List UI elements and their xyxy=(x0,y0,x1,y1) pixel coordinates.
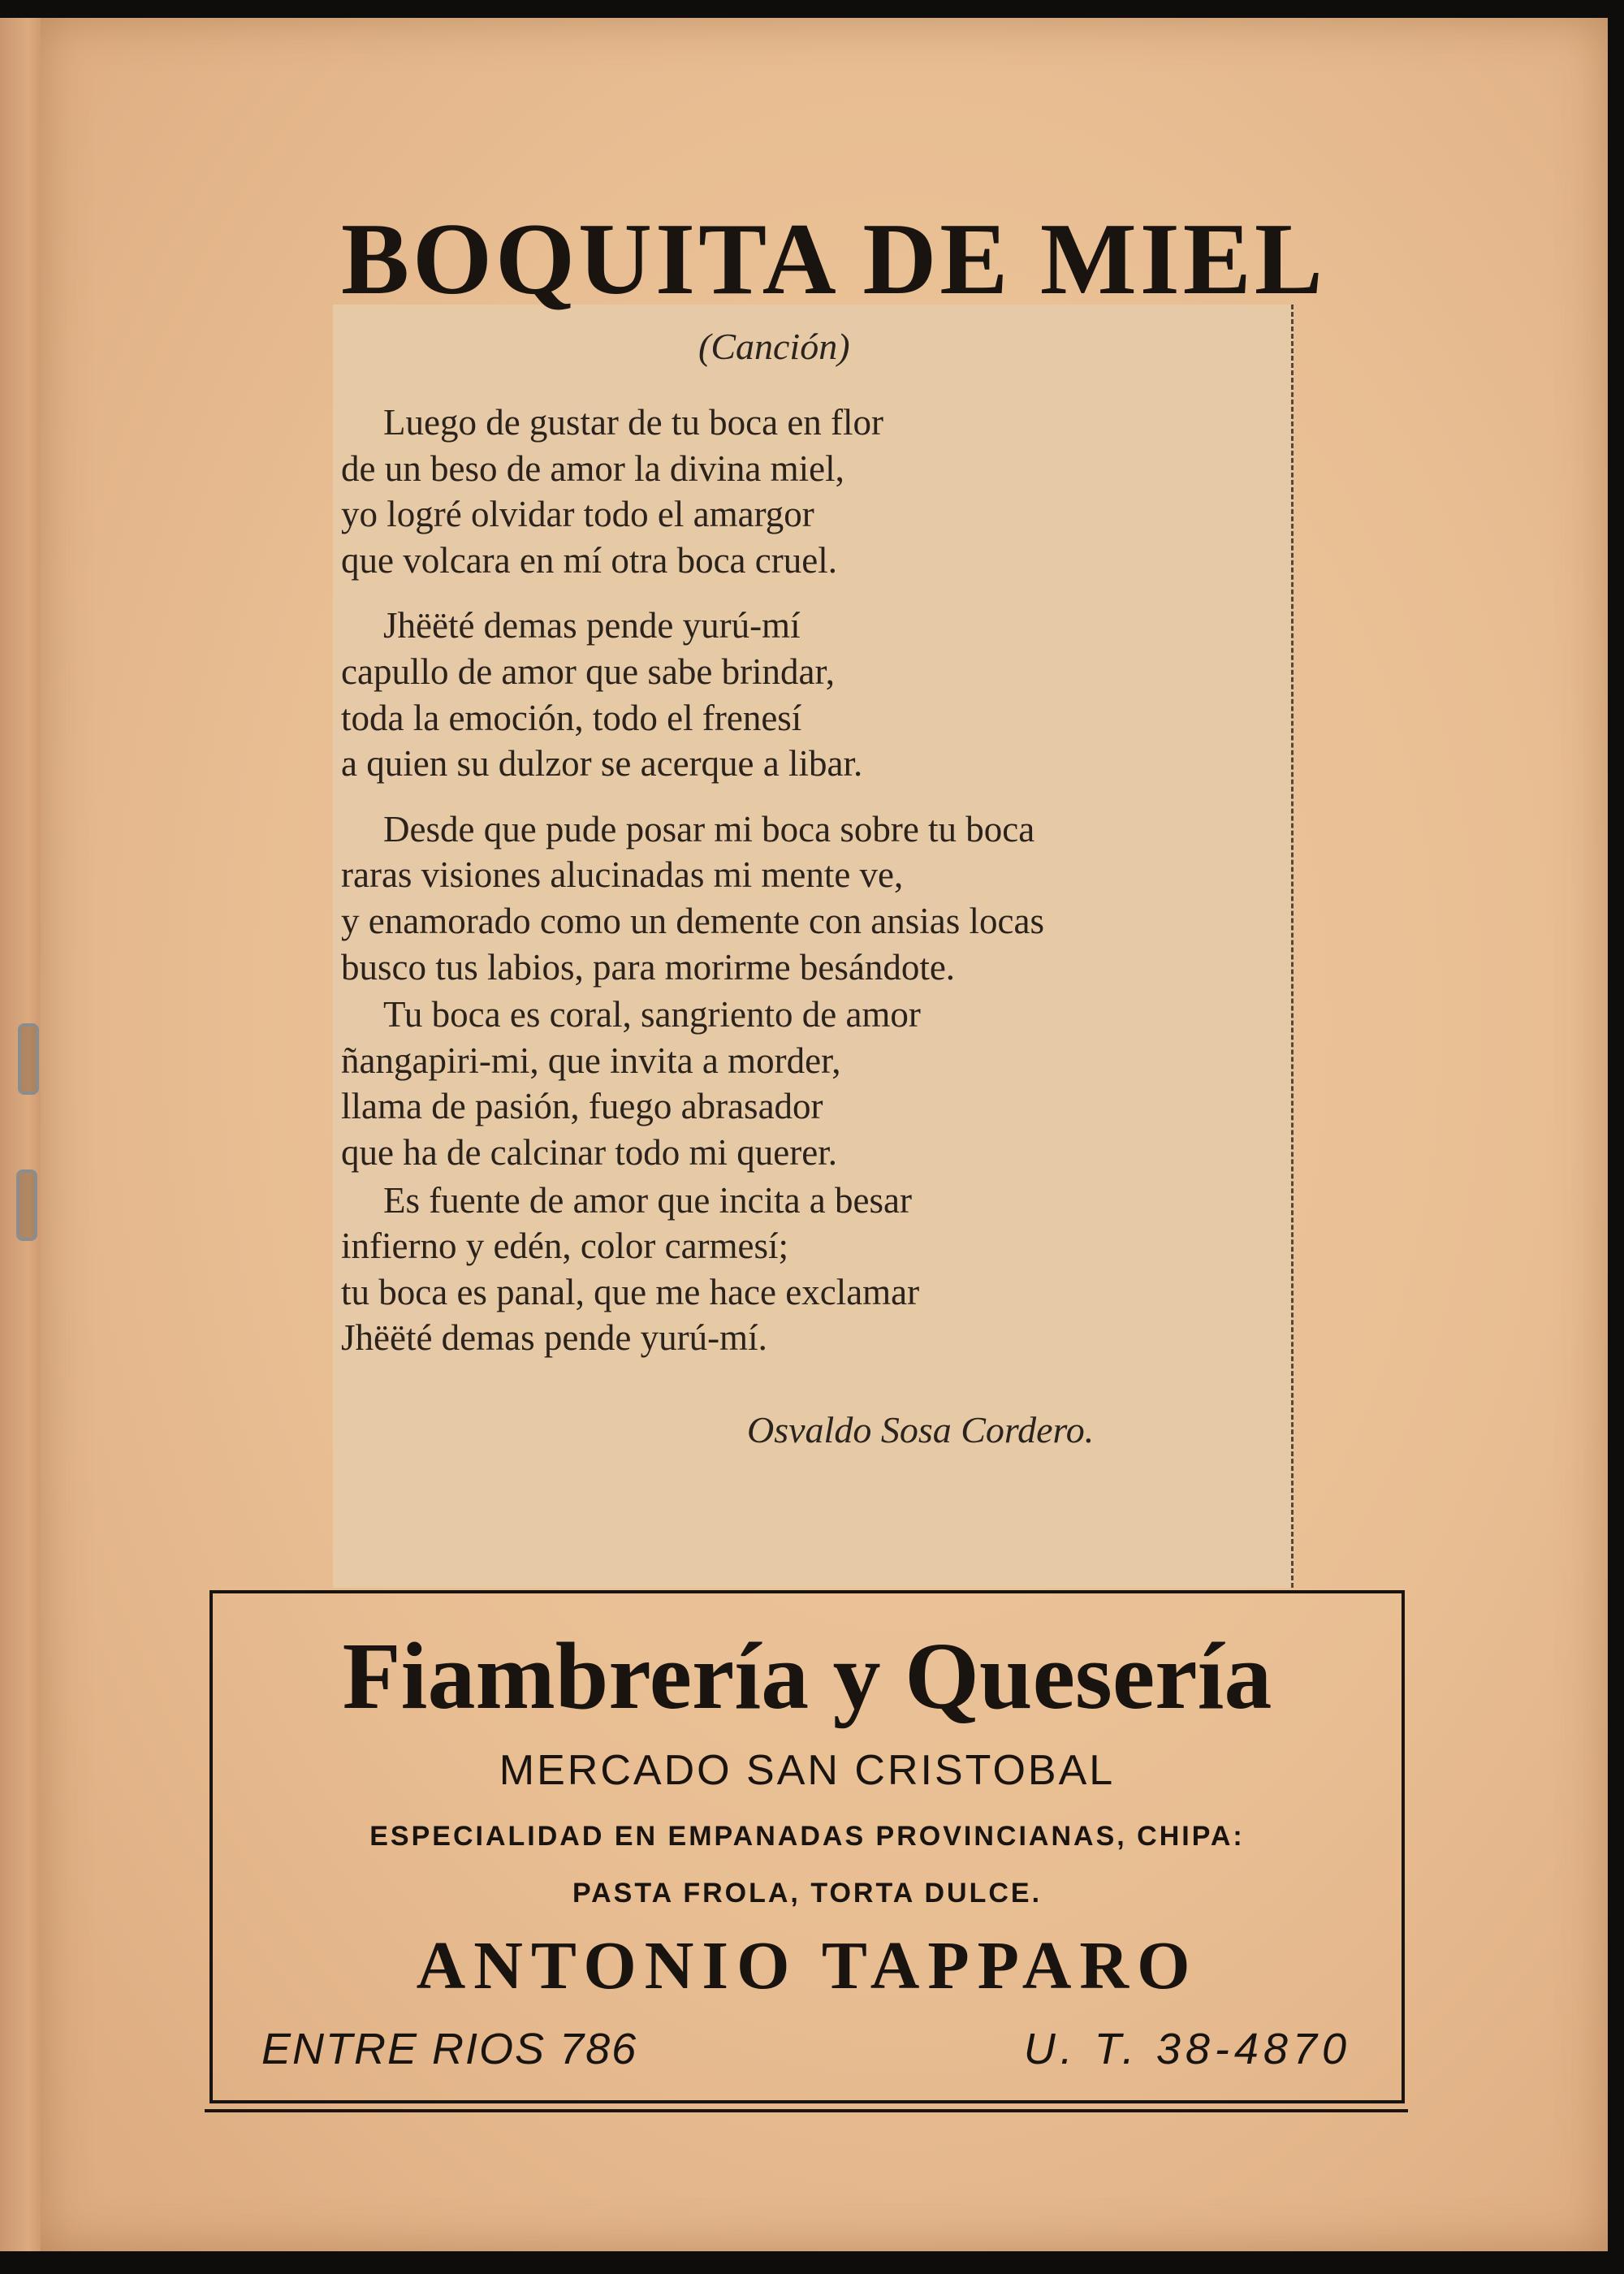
ad-bottom-rule xyxy=(205,2109,1408,2112)
ad-specialty-line: ESPECIALIDAD EN EMPANADAS PROVINCIANAS, CHIPA: xyxy=(369,1821,1245,1852)
poem-line: que ha de calcinar todo mi querer. xyxy=(341,1131,837,1173)
poem-line: capullo de amor que sabe brindar, xyxy=(341,651,835,692)
poem-line: infierno y edén, color carmesí; xyxy=(341,1226,789,1267)
poem-line: yo logré olvidar todo el amargor xyxy=(341,494,814,535)
poem-line: Luego de gustar de tu boca en flor xyxy=(383,402,884,443)
poem-title: BOQUITA DE MIEL xyxy=(341,203,1326,316)
poem-line: Es fuente de amor que incita a besar xyxy=(383,1179,912,1221)
poem-line: Tu boca es coral, sangriento de amor xyxy=(383,994,921,1035)
page-spine xyxy=(0,18,41,2251)
ad-owner-name: ANTONIO TAPPARO xyxy=(416,1928,1199,2004)
poem-author: Osvaldo Sosa Cordero. xyxy=(747,1409,1095,1450)
staple-bottom xyxy=(16,1169,37,1241)
ad-market: MERCADO SAN CRISTOBAL xyxy=(499,1747,1116,1794)
stanza xyxy=(341,1178,1283,1361)
poem-body xyxy=(341,400,1283,1381)
ad-business-name: Fiambrería y Quesería xyxy=(342,1623,1272,1729)
poem-line: ñangapiri-mi, que invita a morder, xyxy=(341,1040,841,1081)
poem-line: a quien su dulzor se acerque a libar. xyxy=(341,743,863,785)
staple-top xyxy=(18,1023,39,1095)
ad-specialty-line: PASTA FROLA, TORTA DULCE. xyxy=(572,1878,1043,1909)
poem-line: llama de pasión, fuego abrasador xyxy=(341,1086,823,1127)
poem-line: y enamorado como un demente con ansias locas xyxy=(341,900,1044,941)
ad-phone: U. T. 38-4870 xyxy=(1023,2025,1351,2073)
poem-line: busco tus labios, para morirme besándote. xyxy=(341,946,956,988)
poem-line: que volcara en mí otra boca cruel. xyxy=(341,539,837,581)
poem-line: Jhëëté demas pende yurú-mí xyxy=(383,605,801,646)
poem-line: de un beso de amor la divina miel, xyxy=(341,447,844,489)
stanza xyxy=(341,806,1283,990)
poem-line: Jhëëté demas pende yurú-mí. xyxy=(341,1317,767,1359)
stanza xyxy=(341,603,1283,786)
poem-subtitle: (Canción) xyxy=(698,326,850,367)
poem-line: Desde que pude posar mi boca sobre tu boca xyxy=(383,808,1035,850)
poem-line: tu boca es panal, que me hace exclamar xyxy=(341,1271,920,1312)
stanza xyxy=(341,400,1283,583)
poem-line: toda la emoción, todo el frenesí xyxy=(341,697,802,738)
ad-address: ENTRE RIOS 786 xyxy=(261,2025,638,2073)
stanza xyxy=(341,992,1283,1175)
advertisement-box xyxy=(209,1590,1405,2103)
poem-line: raras visiones alucinadas mi mente ve, xyxy=(341,854,904,896)
